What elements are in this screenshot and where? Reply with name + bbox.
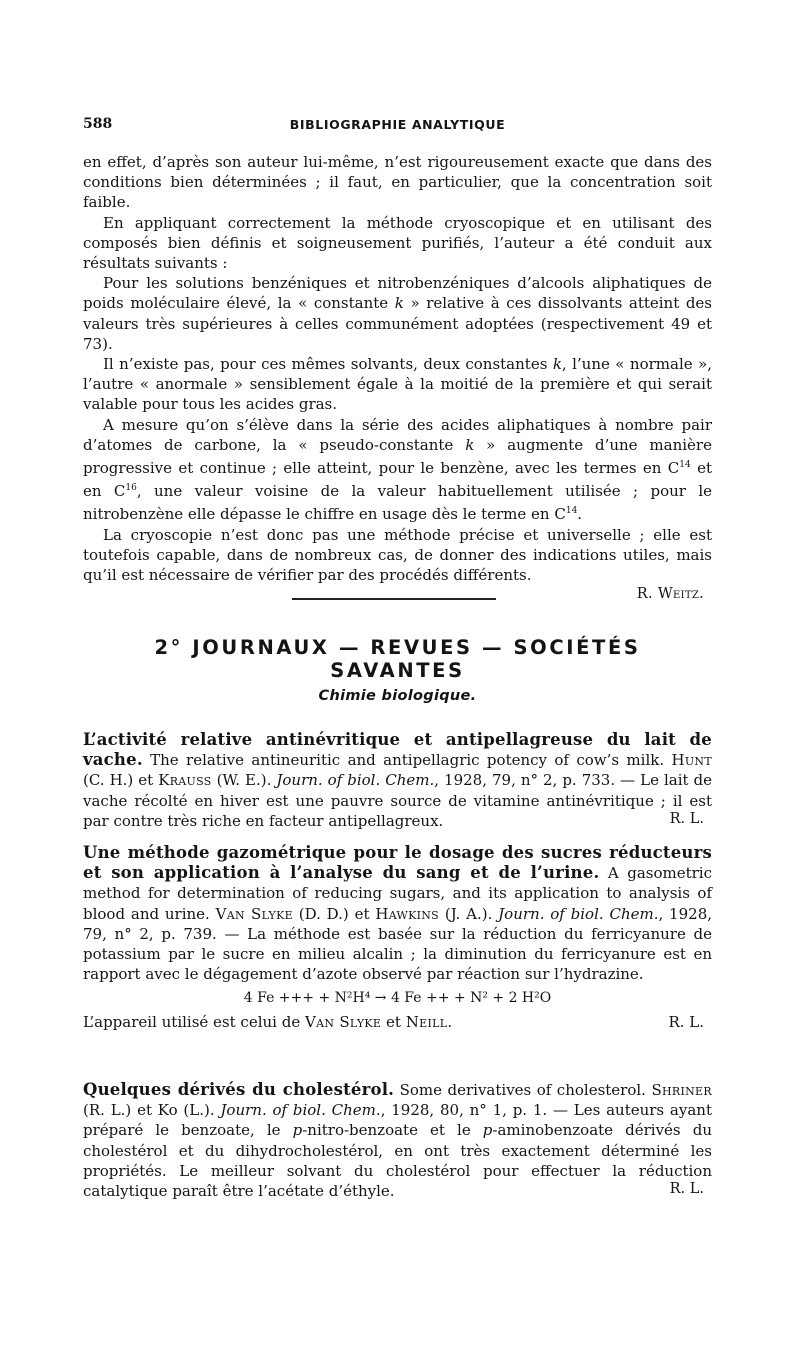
signature: R. Weitz. [636,586,704,603]
p5-text-d: , une valeur voisine de la valeur habituellement utilisée ; pour le nitrobenzène elle dépasse le chiffre en usage dès le terme en C [83,482,712,524]
entry-2-author-2: Hawkins [375,904,440,923]
section-divider [292,598,496,600]
entry-3-abstract-c: -aminobenzoate dérivés du cholestérol et du dihydrocholestérol, en ont très exactement déterminé les propriétés. Le meilleur solvant du cholestérol pour effectuer la réduction catalytique paraît être l’acétate d’éthyle. [83,1121,712,1201]
entry-1-title: L’activité relative antinévritique et antipellagreuse du lait de vache. [83,730,712,770]
entry-2-apparatus-name-1: Van Slyke [304,1013,382,1032]
p4-k-symbol: k [552,355,562,374]
entry-3-abstract-a: Les auteurs ayant préparé le benzoate, le [83,1101,712,1140]
entry-1-ref: , 1928, 79, n° 2, p. 733. — [434,771,641,790]
running-title: BIBLIOGRAPHIE ANALYTIQUE [289,117,506,132]
entry-2-apparatus-a: L’appareil utilisé est celui de [83,1013,305,1032]
p3-k-symbol: k [394,294,404,313]
entry-3-initials: R. L. [669,1181,704,1198]
p5-sup-3: 14 [565,506,578,517]
p5-k-symbol: k [465,435,475,454]
entry-2-equation: 4 Fe +++ + N²H⁴ → 4 Fe ++ + N² + 2 H²O [243,990,552,1007]
entry-3-journal: Journ. of biol. Chem. [220,1101,381,1120]
entry-2-author-1-init: (D. D.) et [292,904,376,923]
entry-3-title: Quelques dérivés du cholestérol. [83,1080,395,1099]
intro-text-block [83,152,712,602]
p5-text-a: A mesure qu’on s’élève dans la série des acides aliphatiques à nombre pair d’atomes de carbone, la « pseudo-constante [83,415,712,454]
entry-1-author-1: Hunt [671,751,712,770]
entry-1-initials: R. L. [669,811,704,828]
p4-text-b: , l’une « normale », l’autre « anormale » sensiblement égale à la moitié de la première et qui serait valable pour tous les acides gras. [83,355,712,414]
entry-3-para-1: p [292,1121,303,1140]
entry-2-journal: Journ. of biol. Chem. [498,904,659,923]
page-number: 588 [83,116,113,132]
entry-1-journal: Journ. of biol. Chem. [276,771,435,790]
paragraph-3 [83,273,712,354]
entry-3 [83,1080,712,1201]
entry-3-english: Some derivatives of cholesterol. [394,1081,652,1099]
running-header [83,116,712,136]
paragraph-6: La cryoscopie n’est donc pas une méthode précise et universelle ; elle est toutefois capable, dans de nombreux cas, de donner des indications utiles, mais qu’il est nécessaire de vérifier par des procédés différents. [83,525,712,585]
entry-3-para-2: p [482,1121,493,1140]
entry-1 [83,730,713,830]
entry-2-apparatus-line [83,1012,712,1032]
entry-2-ref: , 1928, 79, n° 2, p. 739. — [83,904,713,943]
entry-2-initials: R. L. [668,1013,704,1032]
p3-text-b: » relative à ces dissolvants atteint des valeurs très supérieures à celles communément adoptées (respectivement 49 et 73). [83,294,713,353]
paragraph-4 [83,354,712,415]
entry-1-author-2: Krauss [158,771,212,790]
subsection-title: Chimie biologique. [318,688,477,704]
p5-text-c: et en C [83,459,712,501]
entry-1-author-1-init: (C. H.) et [83,771,159,790]
entry-2-abstract: La méthode est basée sur la réduction du ferricyanure de potassium par le sucre en milieu alcalin ; la diminution du ferricyanure est en rapport avec le dégagement d’azote observé par réaction sur l’hydrazine. [83,924,712,984]
p5-sup-2: 16 [125,483,137,494]
entry-2-apparatus-b: et [381,1013,406,1032]
entry-3-author-1-init: (R. L.) et Ko (L.). [83,1101,221,1120]
p5-text-b: » augmente d’une manière progressive et continue ; elle atteint, pour le benzène, avec les termes en C [83,435,712,478]
entry-2-author-1: Van Slyke [215,904,293,923]
p4-text-a: Il n’existe pas, pour ces mêmes solvants, deux constantes [103,355,553,374]
entry-3-abstract-b: -nitro-benzoate et le [302,1121,483,1140]
entry-3-ref: , 1928, 80, n° 1, p. 1. — [380,1101,574,1120]
entry-2-apparatus-c: . [447,1013,453,1032]
entry-1-abstract: Le lait de vache récolté en hiver est une pauvre source de vitamine antinévritique ; il est par contre très riche en facteur antipellagreux. [83,771,713,830]
paragraph-1: en effet, d’après son auteur lui-même, n’est rigoureusement exacte que dans des conditions bien déterminées ; il faut, en particulier, que la concentration soit faible. [83,153,712,212]
p5-sup-1: 14 [679,460,691,471]
entry-2-apparatus-name-2: Neill [405,1013,448,1032]
paragraph-5 [83,415,712,525]
entry-1-english: The relative antineuritic and antipellagric potency of cow’s milk. [142,751,672,770]
entry-2 [83,843,712,1033]
section-title: 2° JOURNAUX — REVUES — SOCIÉTÉS SAVANTES [154,636,641,682]
entry-2-title: Une méthode gazométrique pour le dosage des sucres réducteurs et son application à l’analyse du sang et de l’urine. [83,843,712,883]
entry-2-english: A gasometric method for determination of reducing sugars, and its application to analysis of blood and urine. [83,864,712,923]
entry-1-author-2-init: (W. E.). [211,771,277,790]
entry-3-author-1: Shriner [651,1081,712,1099]
p5-text-e: . [577,505,583,524]
paragraph-2: En appliquant correctement la méthode cryoscopique et en utilisant des composés bien définis et soigneusement purifiés, l’auteur a été conduit aux résultats suivants : [83,213,712,273]
entry-2-author-2-init: (J. A.). [439,904,499,923]
entry-2-text [83,843,712,984]
p3-text-a: Pour les solutions benzéniques et nitrobenzéniques d’alcools aliphatiques de poids moléculaire élevé, la « constante [83,274,712,313]
